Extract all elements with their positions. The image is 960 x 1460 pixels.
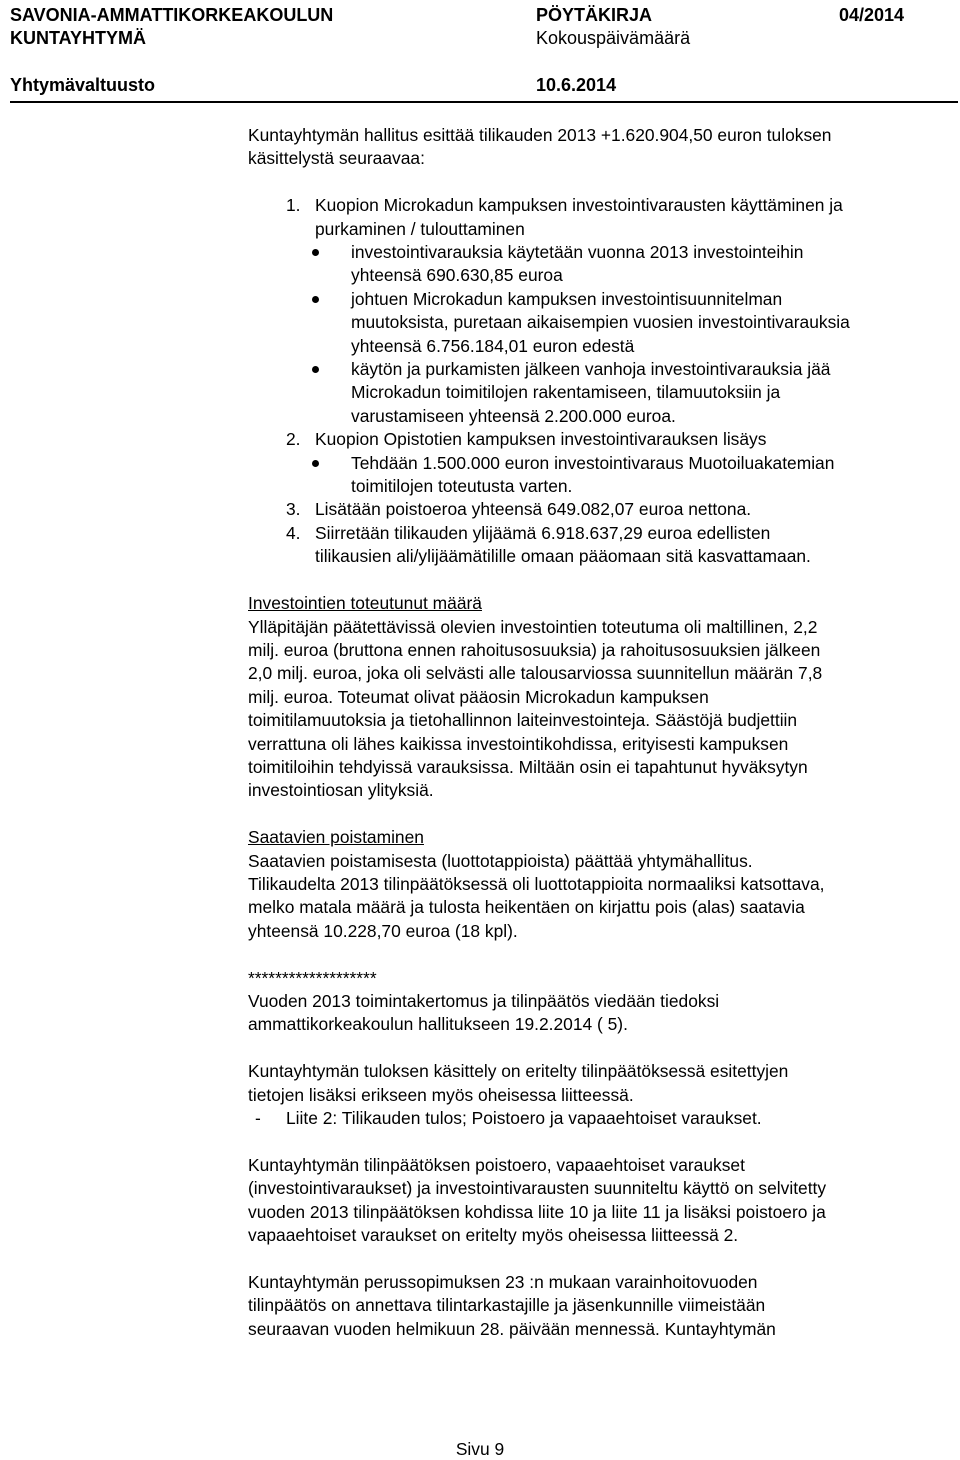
paragraph: Kuntayhtymän tilinpäätöksen poistoero, vapaaehtoiset varaukset (investointivaraukset) ja investointivarausten suunniteltu käyttö on selvitetty vuoden 2013 tilinpäätöksen kohdissa liite 10 ja liite 11 ja lisäksi poistoero ja vapaaehtoiset varaukset on eritelty myös oheisessa liitteessä 2. xyxy=(248,1154,827,1245)
list-number: 4. xyxy=(286,522,301,543)
bullet-icon xyxy=(312,460,319,467)
separator-line: ******************* xyxy=(248,967,377,988)
attachment-item: - Liite 2: Tilikauden tulos; Poistoero ja vapaaehtoiset varaukset. xyxy=(255,1107,762,1128)
paragraph: Kuntayhtymän tuloksen käsittely on eritelty tilinpäätöksessä esitettyjen tietojen lisäksi erikseen myös oheisessa liitteessä. xyxy=(248,1061,789,1105)
list-number: 3. xyxy=(286,499,301,520)
header-divider xyxy=(10,101,958,103)
paragraph: Vuoden 2013 toimintakertomus ja tilinpäätös viedään tiedoksi ammattikorkeakoulun hallitukseen 19.2.2014 ( 5). xyxy=(248,990,720,1035)
investments-section: Investointien toteutunut määrä Ylläpitäjän päätettävissä olevien investointien toteutuma oli maltillinen, 2,2 milj. euroa (bruttona ennen rahoitusosuuksia) ja rahoitusosuuksien jälkeen 2,0 milj. euroa, joka oli selvästi alle talousarviossa suunnitellun määrän 7,8 milj. euroa. Toteumat olivat pääosin Microkadun kampuksen toimitilamuutoksia ja tietohallinnon laiteinvestointeja. Säästöjä budjettiin verrattuna oli lähes kaikissa investointikohdissa, erityisesti kampuksen toimitiloihin tehdyissä varauksissa. Miltään osin ei tapahtunut hyväksytyn investointiosan ylityksiä. xyxy=(248,592,948,803)
document-body xyxy=(248,124,948,1341)
bullet-icon xyxy=(312,366,319,373)
receivables-section: Saatavien poistaminen Saatavien poistamisesta (luottotappioista) päättää yhtymähallitus. Tilikaudelta 2013 tilinpäätöksessä oli luottotappioita normaaliksi katsottava, melko matala määrä ja tulosta heikentäen on kirjattu pois (alas) saatavia yhteensä 10.228,70 euroa (18 kpl). xyxy=(248,826,948,943)
document-number: 04/2014 xyxy=(839,5,905,25)
intro-paragraph: Kuntayhtymän hallitus esittää tilikauden 2013 +1.620.904,50 euron tuloksen käsittelystä seuraavaa: xyxy=(248,125,832,169)
list-number: 1. xyxy=(286,195,301,216)
page-number: Sivu 9 xyxy=(455,1439,505,1459)
list-item-4: 4. Siirretään tilikauden ylijäämä 6.918.637,29 euroa edellisten tilikausien ali/ylijäämätilille omaan pääomaan sitä kasvattamaan. xyxy=(286,522,811,567)
section-heading: Saatavien poistaminen xyxy=(248,827,424,848)
org-name-line1: SAVONIA-AMMATTIKORKEAKOULUN xyxy=(10,5,334,25)
governing-body: Yhtymävaltuusto xyxy=(10,75,156,95)
list-number: 2. xyxy=(286,429,301,450)
bullet-item: investointivarauksia käytetään vuonna 2013 investointeihin yhteensä 690.630,85 euroa xyxy=(248,241,948,288)
list-item-1: 1. Kuopion Microkadun kampuksen investointivarausten käyttäminen ja purkaminen / tulouttaminen xyxy=(286,195,843,239)
bullet-icon xyxy=(312,296,319,303)
bullet-item: Tehdään 1.500.000 euron investointivaraus Muotoiluakatemian toimitilojen toteutusta varten. xyxy=(248,452,948,499)
list-item-2: 2. Kuopion Opistotien kampuksen investointivarauksen lisäys xyxy=(248,428,948,451)
meeting-date: 10.6.2014 xyxy=(536,75,617,95)
bullet-item: käytön ja purkamisten jälkeen vanhoja investointivarauksia jää Microkadun toimitilojen rakentamiseen, tilamuutoksiin ja varustamiseen yhteensä 2.200.000 euroa. xyxy=(248,358,948,428)
list-item-3: 3. Lisätään poistoeroa yhteensä 649.082,07 euroa nettona. xyxy=(248,498,948,521)
date-label: Kokouspäivämäärä xyxy=(536,28,691,48)
org-name-line2: KUNTAYHTYMÄ xyxy=(10,28,147,48)
paragraph: Kuntayhtymän perussopimuksen 23 :n mukaan varainhoitovuoden tilinpäätös on annettava tilintarkastajille ja jäsenkunnille viimeistään seuraavan vuoden helmikuun 28. päivään mennessä. Kuntayhtymän xyxy=(248,1271,776,1339)
section-heading: Investointien toteutunut määrä xyxy=(248,593,482,614)
bullet-icon xyxy=(312,249,319,256)
document-type: PÖYTÄKIRJA xyxy=(536,5,653,25)
bullet-item: johtuen Microkadun kampuksen investointisuunnitelman muutoksista, puretaan aikaisempien vuosien investointivarauksia yhteensä 6.756.184,01 euron edestä xyxy=(248,288,948,358)
